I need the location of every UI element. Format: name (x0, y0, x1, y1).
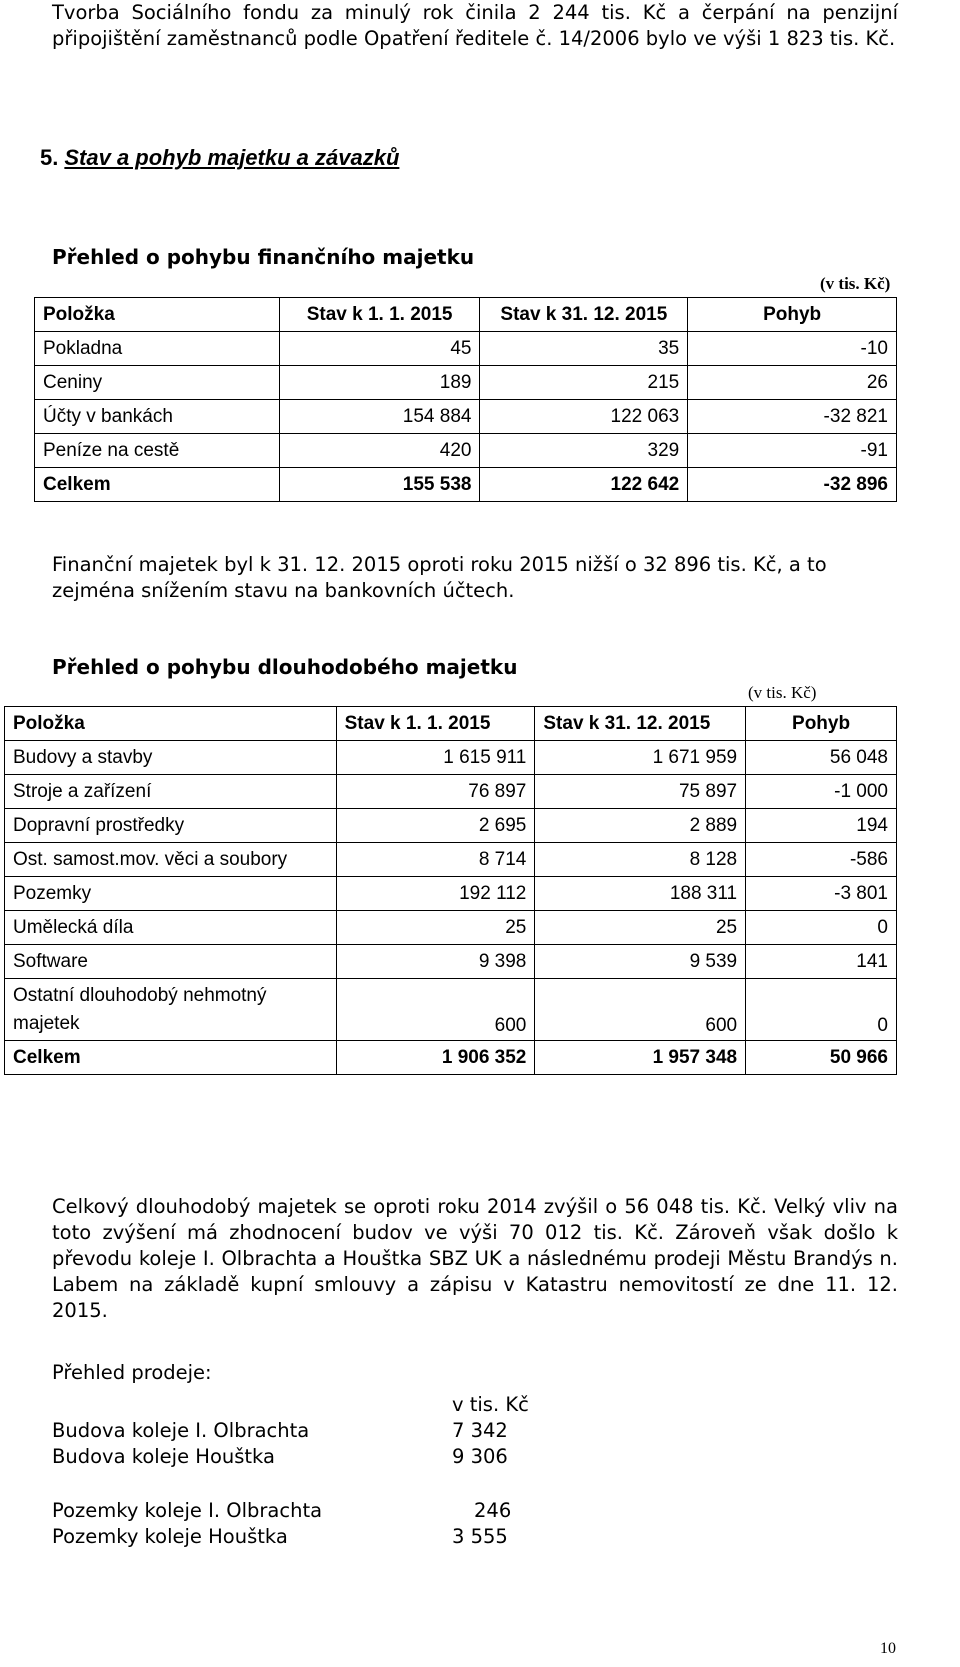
cell-end: 188 311 (535, 877, 746, 911)
cell-change: 50 966 (746, 1041, 897, 1075)
sales-item-value: 246 (474, 1499, 512, 1522)
sales-heading: Přehled prodeje: (52, 1361, 212, 1384)
column-header: Stav k 31. 12. 2015 (535, 707, 746, 741)
cell-change: -10 (688, 332, 897, 366)
cell-end: 75 897 (535, 775, 746, 809)
cell-start: 600 (336, 979, 535, 1041)
table-row (5, 775, 897, 809)
cell-start: 25 (336, 911, 535, 945)
cell-start: 45 (279, 332, 480, 366)
column-header: Stav k 1. 1. 2015 (336, 707, 535, 741)
sales-item-label: Pozemky koleje I. Olbrachta (52, 1499, 323, 1522)
cell-change: 56 048 (746, 741, 897, 775)
row-label: Stroje a zařízení (5, 775, 337, 809)
table-row (35, 366, 897, 400)
cell-end: 122 063 (480, 400, 688, 434)
longterm-heading: Přehled o pohybu dlouhodobého majetku (52, 655, 518, 679)
row-label: Software (5, 945, 337, 979)
cell-start: 154 884 (279, 400, 480, 434)
table-row (5, 979, 897, 1041)
sales-item-label: Pozemky koleje Houštka (52, 1525, 288, 1548)
column-header: Pohyb (688, 298, 897, 332)
section-title: Stav a pohyb majetku a závazků (64, 145, 400, 170)
section-heading (40, 145, 399, 171)
cell-change: -586 (746, 843, 897, 877)
cell-end: 25 (535, 911, 746, 945)
sales-unit: v tis. Kč (452, 1393, 529, 1416)
column-header: Stav k 1. 1. 2015 (279, 298, 480, 332)
cell-start: 192 112 (336, 877, 535, 911)
column-header: Pohyb (746, 707, 897, 741)
cell-end: 329 (480, 434, 688, 468)
cell-change: -91 (688, 434, 897, 468)
table-row (5, 741, 897, 775)
row-label: Pokladna (35, 332, 280, 366)
cell-end: 9 539 (535, 945, 746, 979)
table-header-row (5, 707, 897, 741)
row-label: Pozemky (5, 877, 337, 911)
table-row (5, 809, 897, 843)
financial-heading: Přehled o pohybu finančního majetku (52, 245, 475, 269)
cell-start: 420 (279, 434, 480, 468)
row-label: Peníze na cestě (35, 434, 280, 468)
cell-start: 155 538 (279, 468, 480, 502)
page-number: 10 (880, 1640, 896, 1657)
table-header-row (35, 298, 897, 332)
intro-paragraph: Tvorba Sociálního fondu za minulý rok činila 2 244 tis. Kč a čerpání na penzijní připojištění zaměstnanců podle Opatření ředitele č. 14/2006 bylo ve výši 1 823 tis. Kč. (52, 1, 898, 50)
table-row (5, 911, 897, 945)
table-row (35, 400, 897, 434)
longterm-unit-note: (v tis. Kč) (748, 683, 817, 702)
cell-end: 1 957 348 (535, 1041, 746, 1075)
cell-start: 9 398 (336, 945, 535, 979)
cell-change: -3 801 (746, 877, 897, 911)
sales-item-value: 3 555 (452, 1525, 508, 1548)
cell-end: 600 (535, 979, 746, 1041)
cell-change: 194 (746, 809, 897, 843)
cell-start: 8 714 (336, 843, 535, 877)
cell-start: 1 615 911 (336, 741, 535, 775)
cell-change: -32 821 (688, 400, 897, 434)
column-header: Stav k 31. 12. 2015 (480, 298, 688, 332)
cell-change: -1 000 (746, 775, 897, 809)
row-label: Celkem (5, 1041, 337, 1075)
row-label: Umělecká díla (5, 911, 337, 945)
row-label: Celkem (35, 468, 280, 502)
cell-change: 0 (746, 911, 897, 945)
row-label: Dopravní prostředky (5, 809, 337, 843)
cell-end: 122 642 (480, 468, 688, 502)
table-row (35, 434, 897, 468)
cell-end: 2 889 (535, 809, 746, 843)
cell-end: 35 (480, 332, 688, 366)
cell-start: 76 897 (336, 775, 535, 809)
cell-end: 215 (480, 366, 688, 400)
table-total-row (5, 1041, 897, 1075)
cell-start: 189 (279, 366, 480, 400)
row-label: Ostatní dlouhodobý nehmotný majetek (5, 979, 337, 1041)
cell-change: 141 (746, 945, 897, 979)
financial-assets-table (34, 297, 897, 502)
sales-item-label: Budova koleje I. Olbrachta (52, 1419, 310, 1442)
table-row (5, 843, 897, 877)
column-header: Položka (5, 707, 337, 741)
cell-end: 1 671 959 (535, 741, 746, 775)
cell-start: 2 695 (336, 809, 535, 843)
sales-item-label: Budova koleje Houštka (52, 1445, 275, 1468)
row-label: Účty v bankách (35, 400, 280, 434)
row-label: Ceniny (35, 366, 280, 400)
financial-note: Finanční majetek byl k 31. 12. 2015 oproti roku 2015 nižší o 32 896 tis. Kč, a to zejména snížením stavu na bankovních účtech. (52, 553, 827, 602)
financial-unit-note: (v tis. Kč) (820, 274, 891, 293)
cell-start: 1 906 352 (336, 1041, 535, 1075)
row-label: Ost. samost.mov. věci a soubory (5, 843, 337, 877)
longterm-assets-table (4, 706, 897, 1075)
longterm-note: Celkový dlouhodobý majetek se oproti roku 2014 zvýšil o 56 048 tis. Kč. Velký vliv na toto zvýšení má zhodnocení budov ve výši 70 012 tis. Kč. Zároveň však došlo k převodu koleje I. Olbrachta a Houštka SBZ UK a následnému prodeji Městu Brandýs n. Labem na základě kupní smlouvy a zápisu v Katastru nemovitostí ze dne 11. 12. 2015. (52, 1195, 898, 1322)
column-header: Položka (35, 298, 280, 332)
section-number: 5. (40, 145, 59, 170)
cell-change: -32 896 (688, 468, 897, 502)
sales-item-value: 9 306 (452, 1445, 508, 1468)
table-total-row (35, 468, 897, 502)
sales-item-value: 7 342 (452, 1419, 508, 1442)
table-row (5, 877, 897, 911)
cell-change: 0 (746, 979, 897, 1041)
table-row (35, 332, 897, 366)
table-row (5, 945, 897, 979)
cell-end: 8 128 (535, 843, 746, 877)
row-label: Budovy a stavby (5, 741, 337, 775)
cell-change: 26 (688, 366, 897, 400)
